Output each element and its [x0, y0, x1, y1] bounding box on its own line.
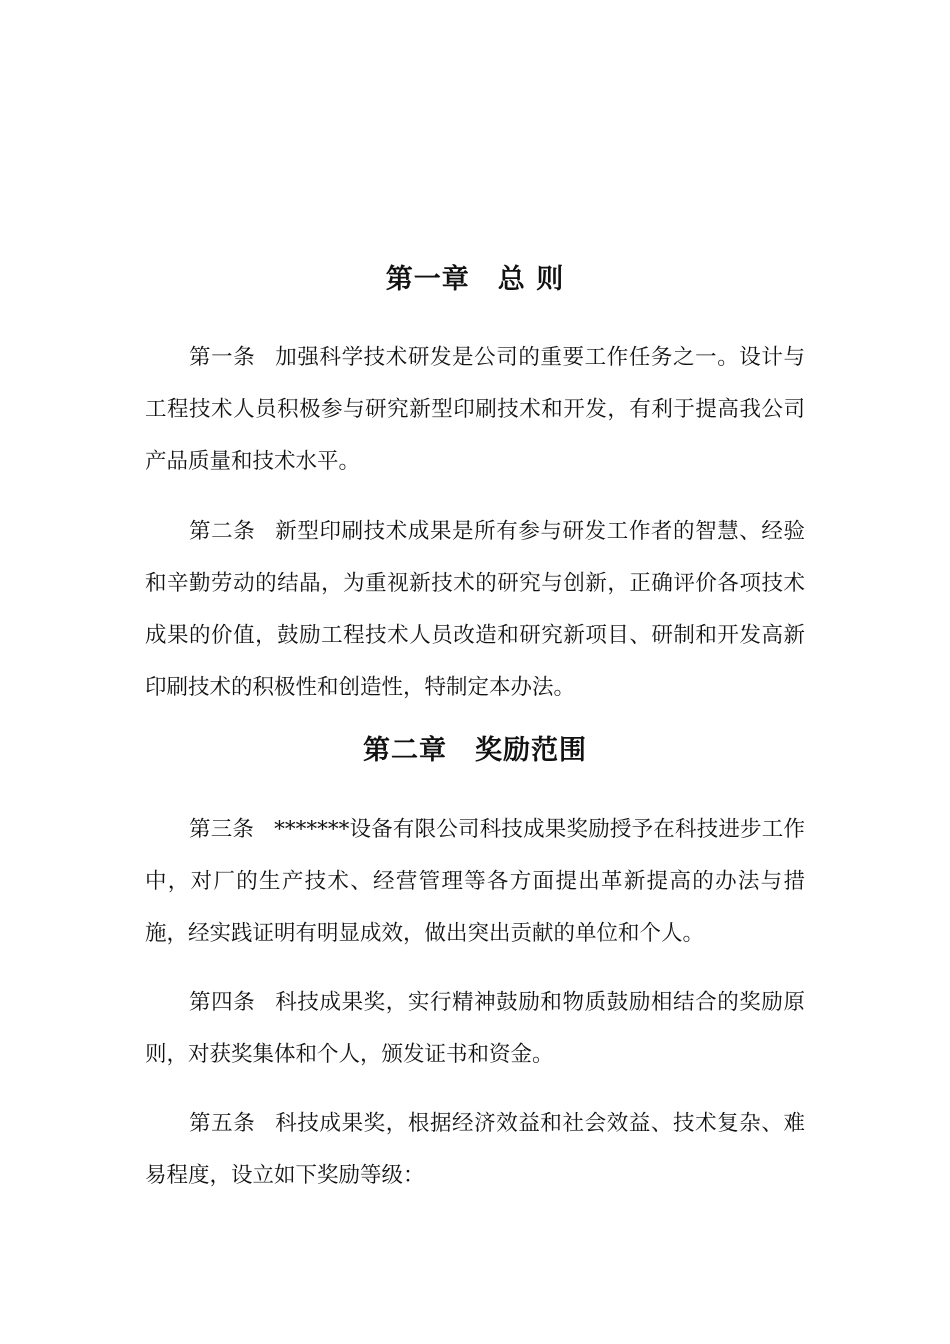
article-2-label: 第二条 — [189, 519, 256, 544]
article-4-label: 第四条 — [189, 990, 256, 1015]
article-5 — [145, 1098, 805, 1202]
article-5-text: 科技成果奖，根据经济效益和社会效益、技术复杂、难易程度，设立如下奖励等级： — [145, 1111, 805, 1188]
article-1-label: 第一条 — [189, 345, 256, 370]
article-2 — [145, 506, 805, 714]
article-3-text: *******设备有限公司科技成果奖励授予在科技进步工作中，对厂的生产技术、经营管理等各方面提出革新提高的办法与措施，经实践证明有明显成效，做出突出贡献的单位和个人。 — [145, 817, 805, 946]
article-1-text: 加强科学技术研发是公司的重要工作任务之一。设计与工程技术人员积极参与研究新型印刷技术和开发，有利于提高我公司产品质量和技术水平。 — [145, 345, 805, 474]
chapter-2-title: 第二章 奖励范围 — [363, 735, 587, 766]
chapter-1-title: 第一章 总 则 — [385, 264, 565, 295]
article-1 — [145, 332, 805, 488]
article-3-label: 第三条 — [189, 817, 255, 842]
article-2-text: 新型印刷技术成果是所有参与研发工作者的智慧、经验和辛勤劳动的结晶，为重视新技术的研究与创新，正确评价各项技术成果的价值，鼓励工程技术人员改造和研究新项目、研制和开发高新印刷技术的积极性和创造性，特制定本办法。 — [145, 519, 805, 700]
article-5-label: 第五条 — [189, 1111, 256, 1136]
article-4 — [145, 977, 805, 1081]
article-4-text: 科技成果奖，实行精神鼓励和物质鼓励相结合的奖励原则，对获奖集体和个人，颁发证书和资金。 — [145, 990, 805, 1067]
article-3 — [145, 804, 805, 960]
